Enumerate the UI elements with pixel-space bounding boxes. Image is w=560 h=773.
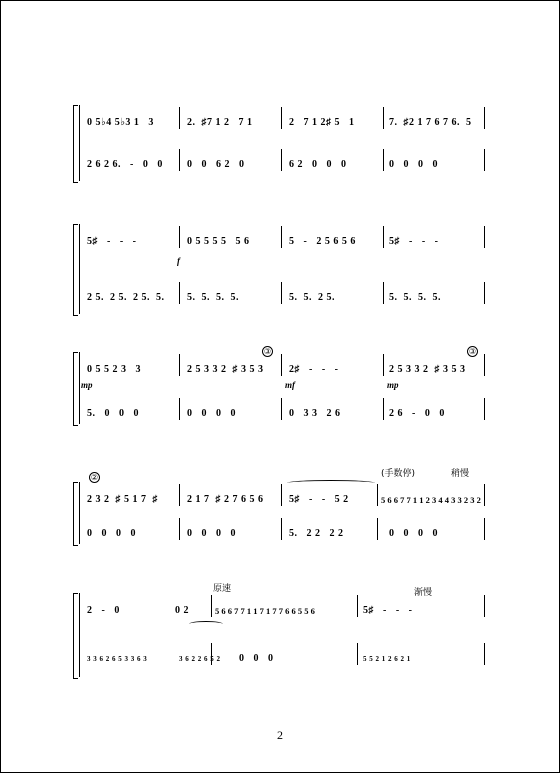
notes: 5♯ - - - bbox=[363, 605, 413, 616]
measure bbox=[187, 226, 279, 248]
notes: 0 0 0 0 bbox=[389, 159, 438, 170]
measure bbox=[289, 398, 381, 420]
system-brace bbox=[73, 482, 78, 546]
measure bbox=[381, 484, 484, 506]
notes: 3 6 2 2 6 5 2 bbox=[179, 655, 221, 663]
notes: 0 0 0 0 bbox=[87, 528, 136, 539]
notes: 0 5♭4 5♭3 1 3 bbox=[87, 117, 154, 128]
measure bbox=[289, 518, 377, 540]
string-number-marker: ③ bbox=[263, 347, 272, 356]
barline bbox=[383, 398, 384, 420]
barline bbox=[211, 595, 212, 617]
barline bbox=[484, 518, 485, 540]
barline bbox=[484, 595, 485, 617]
notes: 5. 5. 5. 5. bbox=[389, 292, 441, 303]
barline bbox=[383, 226, 384, 248]
measure bbox=[87, 107, 179, 129]
notes: 2 5. 2 5. 2 5. 5. bbox=[87, 292, 165, 303]
barline bbox=[484, 149, 485, 171]
barline bbox=[383, 282, 384, 304]
barline bbox=[484, 107, 485, 129]
measure bbox=[87, 398, 179, 420]
notes: 0 0 0 0 bbox=[187, 528, 236, 539]
system-brace bbox=[73, 593, 78, 679]
lower-staff bbox=[79, 282, 484, 304]
measure bbox=[187, 354, 279, 376]
barline bbox=[383, 149, 384, 171]
notes: 6 2 0 0 0 bbox=[289, 159, 347, 170]
lower-staff bbox=[79, 643, 484, 665]
notes: 0 0 0 bbox=[239, 653, 274, 664]
barline bbox=[179, 107, 180, 129]
measure bbox=[389, 398, 481, 420]
upper-staff bbox=[79, 595, 484, 617]
notes: 5. 0 0 0 bbox=[87, 408, 139, 419]
measure bbox=[187, 398, 279, 420]
barline bbox=[179, 484, 180, 506]
notes: 7. ♯2 1 7 6 7 6. 5 bbox=[389, 117, 472, 128]
measure bbox=[389, 107, 481, 129]
notes: 0 5 5 2 3 3 bbox=[87, 364, 141, 375]
notes: 0 0 0 0 bbox=[187, 408, 236, 419]
measure bbox=[389, 354, 481, 376]
notes: 5♯ - - 5 2 bbox=[289, 494, 349, 505]
notes: 2 6 2 6. - 0 0 bbox=[87, 159, 163, 170]
barline bbox=[281, 149, 282, 171]
measure bbox=[179, 643, 221, 665]
measure bbox=[87, 282, 179, 304]
barline bbox=[484, 354, 485, 376]
measure bbox=[87, 518, 179, 540]
string-number-marker: ③ bbox=[468, 347, 477, 356]
dynamic-marking: mp bbox=[81, 380, 93, 390]
lower-staff bbox=[79, 518, 484, 540]
notes: 5 - 2 5 6 5 6 bbox=[289, 236, 356, 247]
measure bbox=[289, 107, 381, 129]
barline bbox=[383, 354, 384, 376]
system-brace bbox=[73, 105, 78, 183]
measure bbox=[289, 354, 381, 376]
notes: 2 3 2 ♯ 5 1 7 ♯ bbox=[87, 494, 158, 505]
measure bbox=[87, 643, 177, 665]
barline bbox=[383, 107, 384, 129]
measure bbox=[87, 484, 179, 506]
tempo-annotation: 稍慢 bbox=[451, 469, 470, 479]
notes: 5 6 6 7 7 1 1 2 3 4 4 3 3 2 3 2 bbox=[381, 495, 481, 505]
measure bbox=[87, 149, 179, 171]
notes: 2 6 - 0 0 bbox=[389, 408, 445, 419]
barline bbox=[179, 398, 180, 420]
upper-staff bbox=[79, 484, 484, 506]
measure bbox=[289, 149, 381, 171]
barline bbox=[281, 484, 282, 506]
barline bbox=[281, 107, 282, 129]
notes: 2 7 1 2♯ 5 1 bbox=[289, 117, 355, 128]
barline bbox=[179, 149, 180, 171]
notes: 0 5 5 5 5 5 6 bbox=[187, 236, 250, 247]
barline bbox=[179, 518, 180, 540]
measure bbox=[187, 107, 279, 129]
notes: 0 0 0 0 bbox=[389, 528, 438, 539]
notes: 2♯ - - - bbox=[289, 364, 339, 375]
dynamic-marking: f bbox=[177, 256, 180, 266]
upper-staff bbox=[79, 226, 484, 248]
notes: 0 0 6 2 0 bbox=[187, 159, 245, 170]
measure bbox=[87, 354, 179, 376]
notes: 0 3 3 2 6 bbox=[289, 408, 341, 419]
barline bbox=[281, 518, 282, 540]
dynamic-marking: mp bbox=[387, 380, 399, 390]
measure bbox=[187, 282, 279, 304]
measure bbox=[289, 226, 381, 248]
barline bbox=[281, 354, 282, 376]
system-brace bbox=[73, 352, 78, 426]
measure bbox=[389, 282, 481, 304]
barline bbox=[377, 518, 378, 540]
upper-staff bbox=[79, 107, 484, 129]
barline bbox=[281, 398, 282, 420]
notes: 2 5 3 3 2 ♯ 3 5 3 bbox=[389, 364, 466, 375]
measure bbox=[215, 595, 355, 617]
lower-staff bbox=[79, 398, 484, 420]
page-number: 2 bbox=[277, 728, 283, 742]
notes: 5. 5. 5. 5. bbox=[187, 292, 239, 303]
barline bbox=[211, 643, 212, 665]
barline bbox=[281, 226, 282, 248]
measure bbox=[187, 484, 279, 506]
notes: 2 5 3 3 2 ♯ 3 5 3 bbox=[187, 364, 264, 375]
measure bbox=[175, 595, 209, 617]
measure bbox=[389, 149, 481, 171]
measure bbox=[239, 643, 349, 665]
notes: 5. 2 2 2 2 bbox=[289, 528, 344, 539]
lower-staff bbox=[79, 149, 484, 171]
measure bbox=[363, 595, 481, 617]
measure bbox=[187, 149, 279, 171]
string-number-marker: ② bbox=[90, 473, 99, 482]
barline bbox=[179, 282, 180, 304]
barline bbox=[484, 398, 485, 420]
tempo-annotation: 原速 bbox=[213, 584, 232, 594]
barline bbox=[484, 226, 485, 248]
barline bbox=[484, 643, 485, 665]
dynamic-marking: mf bbox=[285, 380, 295, 390]
barline bbox=[357, 643, 358, 665]
measure bbox=[389, 226, 481, 248]
notes: 0 2 bbox=[175, 605, 189, 616]
measure bbox=[289, 282, 381, 304]
measure bbox=[289, 484, 381, 506]
system-brace bbox=[73, 224, 78, 316]
notes: 5♯ - - - bbox=[87, 236, 137, 247]
notes: 5 5 2 1 2 6 2 1 bbox=[363, 655, 411, 663]
notes: 5. 5. 2 5. bbox=[289, 292, 335, 303]
barline bbox=[357, 595, 358, 617]
notes: 5 6 6 7 7 1 1 7 1 7 7 6 6 5 5 6 bbox=[215, 606, 315, 616]
barline bbox=[484, 282, 485, 304]
notes: 3 3 6 2 6 5 3 3 6 3 bbox=[87, 655, 148, 663]
barline bbox=[179, 226, 180, 248]
notes: 2 - 0 bbox=[87, 605, 120, 616]
notes: 2 1 7 ♯ 2 7 6 5 6 bbox=[187, 494, 264, 505]
notes: 5♯ - - - bbox=[389, 236, 439, 247]
measure bbox=[87, 595, 155, 617]
slur bbox=[189, 621, 223, 627]
measure bbox=[87, 226, 179, 248]
barline bbox=[281, 282, 282, 304]
performance-annotation: (手数停) bbox=[381, 469, 416, 479]
measure bbox=[187, 518, 279, 540]
notes: 2. ♯7 1 2 7 1 bbox=[187, 117, 253, 128]
barline bbox=[377, 484, 378, 506]
measure bbox=[389, 518, 481, 540]
barline bbox=[179, 354, 180, 376]
tempo-annotation: 渐慢 bbox=[414, 588, 433, 598]
measure bbox=[363, 643, 481, 665]
upper-staff bbox=[79, 354, 484, 376]
barline bbox=[484, 484, 485, 506]
